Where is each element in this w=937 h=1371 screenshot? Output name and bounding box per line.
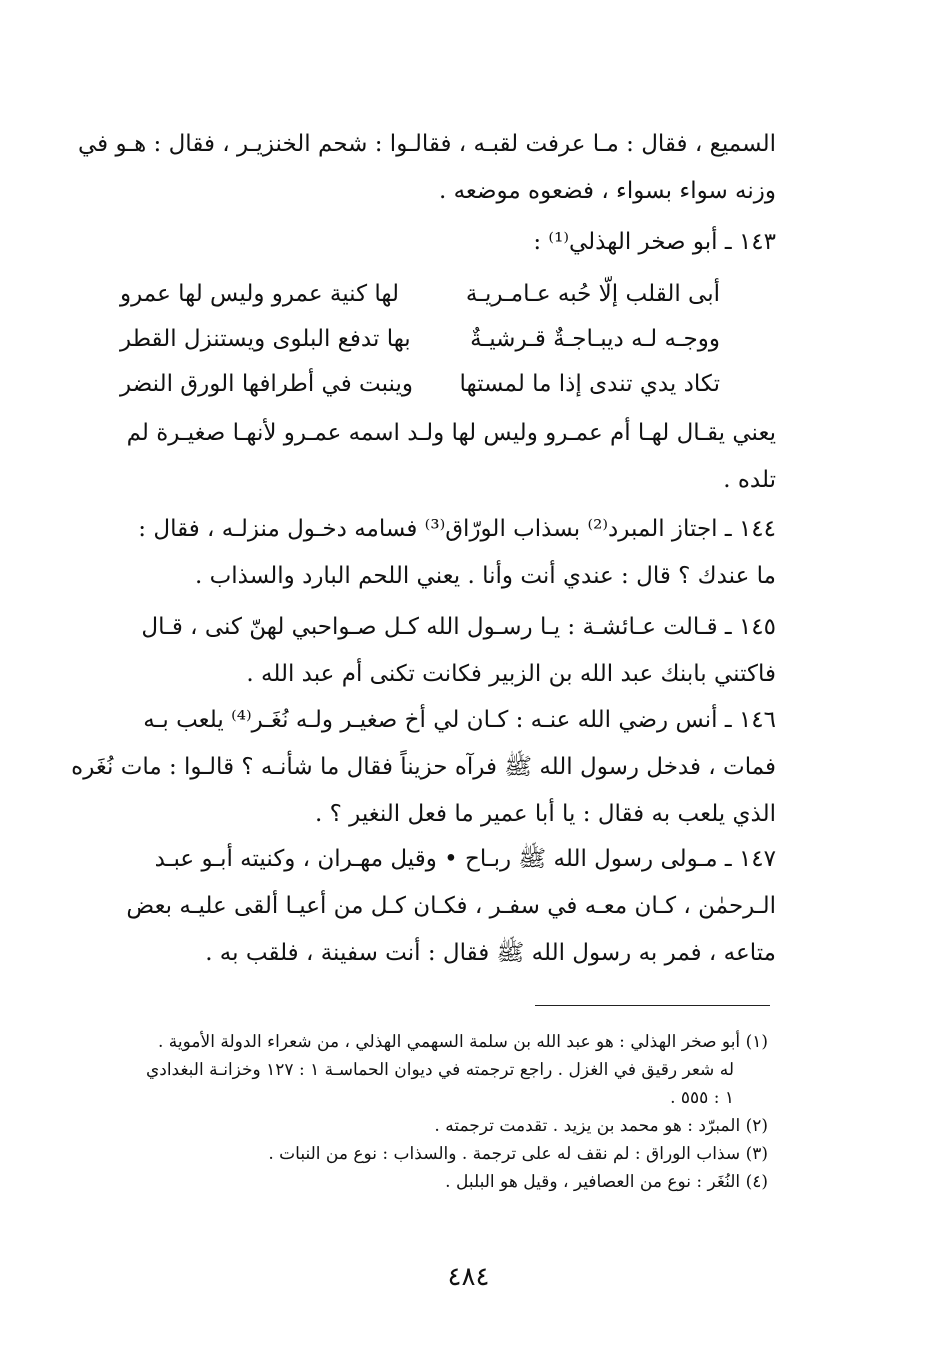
footnote-marker: (٣) xyxy=(745,1144,768,1164)
text-line: فمات ، فدخل رسول الله ﷺ فرآه حزيناً فقال ما شأنـه ؟ قالـوا : مات نُغَره xyxy=(71,754,776,780)
text-line: ما عندك ؟ قال : عندي أنت وأنا . يعني اللحم البارد والسذاب . xyxy=(195,563,776,589)
footnote-text: أبو صخر الهذلي : هو عبد الله بن سلمة السهمي الهذلي ، من شعراء الدولة الأموية . xyxy=(157,1032,741,1052)
verse-line xyxy=(120,272,720,317)
footnote-marker: (١) xyxy=(745,1032,768,1052)
poem xyxy=(120,272,720,407)
text-line: وزنه سواء بسواء ، فضعوه موضعه . xyxy=(438,178,776,204)
footnote-continuation: ١ : ٥٥٥ . xyxy=(670,1088,734,1108)
entry-146 xyxy=(70,697,776,838)
paragraph-intro xyxy=(70,121,776,215)
verse-line xyxy=(120,362,720,407)
footnote-divider xyxy=(535,1005,770,1006)
verse-second-hemistich: وينبت في أطرافها الورق النضر xyxy=(120,371,413,397)
footnote-text: النُغَر : نوع من العصافير ، وقيل هو البلبل . xyxy=(445,1172,741,1192)
text-line: الذي يلعب به فقال : يا أبا عمير ما فعل النغير ؟ . xyxy=(314,801,776,827)
text-line: متاعه ، فمر به رسول الله ﷺ فقال : أنت سفينة ، فلقب به . xyxy=(205,940,776,966)
footnote-2 xyxy=(70,1112,768,1140)
text-line: فاكتني بابنك عبد الله بن الزبير فكانت تكنى أم عبد الله . xyxy=(246,661,776,687)
footnote-continuation: له شعر رقيق في الغزل . راجع ترجمته في ديوان الحماسـة ١ : ١٢٧ وخزانـة البغدادي xyxy=(145,1060,734,1080)
text-line: ١٤٥ ـ قـالت عـائشـة : يـا رسـول الله كـل صـواحبي لهنّ كنى ، قـال xyxy=(141,614,776,640)
text-line: ١٤٧ ـ مـولى رسول الله ﷺ ربـاح • وقيل مهـران ، وكنيته أبـو عبـد xyxy=(154,846,776,872)
entry-144 xyxy=(70,506,776,600)
text-line: ١٤٦ ـ أنس رضي الله عنـه : كـان لي أخ صغيـر ولـه نُغَـر⁽⁴⁾ يلعب بـه xyxy=(143,707,776,733)
page-number: ٤٨٤ xyxy=(447,1262,490,1292)
text-line: ١٤٣ ـ أبو صخر الهذلي⁽¹⁾ : xyxy=(533,229,776,255)
footnote-marker: (٤) xyxy=(745,1172,768,1192)
verse-second-hemistich: لها كنية عمرو وليس لها عمرو xyxy=(120,281,399,307)
text-line: ١٤٤ ـ اجتاز المبرد⁽²⁾ بسذاب الورّاق⁽³⁾ فسامه دخـول منزلـه ، فقال : xyxy=(138,516,776,542)
verse-first-hemistich: أبى القلب إلّا حُبه عـامـريـة xyxy=(465,281,720,307)
footnote-1 xyxy=(70,1028,768,1056)
text-line: تلده . xyxy=(723,467,776,493)
footnote-text: سذاب الوراق : لم نقف له على ترجمة . والسذاب : نوع من النبات . xyxy=(268,1144,741,1164)
text-line: الـرحمٰن ، كـان معـه في سفـر ، فكـان كـل من أعيـا ألقى عليـه بعض xyxy=(126,893,776,919)
entry-147 xyxy=(70,836,776,977)
entry-143-heading xyxy=(70,219,776,266)
verse-second-hemistich: بها تدفع البلوى ويستنزل القطر xyxy=(120,326,411,352)
footnote-4 xyxy=(70,1168,768,1196)
footnote-3 xyxy=(70,1140,768,1168)
footnote-marker: (٢) xyxy=(745,1116,768,1136)
entry-145 xyxy=(70,604,776,698)
footnotes xyxy=(70,1028,768,1196)
verse-first-hemistich: تكاد يدي تندى إذا ما لمستها xyxy=(459,371,720,397)
text-line: يعني يقـال لهـا أم عمـرو وليس لها ولـد اسمه عمـرو لأنهـا صغيـرة لم xyxy=(126,420,776,446)
paragraph-verse-explanation xyxy=(70,410,776,504)
verse-line xyxy=(120,317,720,362)
text-line: السميع ، فقال : مـا عرفت لقبـه ، فقالـوا : شحم الخنزيـر ، فقال : هـو في xyxy=(78,131,776,157)
verse-first-hemistich: ووجـه لـه ديبـاجـةٌ قـرشيـةٌ xyxy=(470,326,720,352)
footnote-text: المبرّد : هو محمد بن يزيد . تقدمت ترجمته . xyxy=(434,1116,741,1136)
